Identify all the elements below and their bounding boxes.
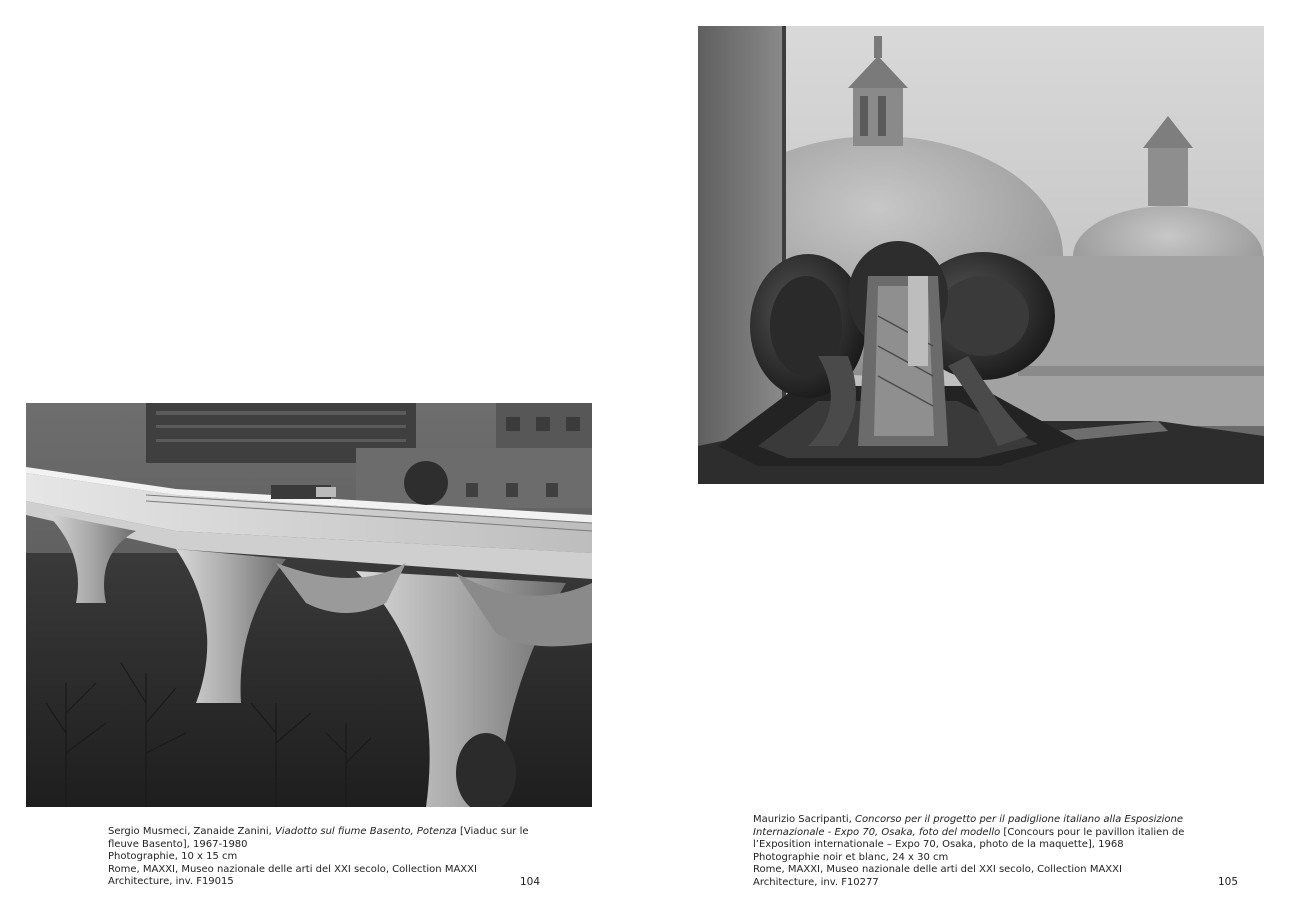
caption-collection: Rome, MAXXI, Museo nazionale delle arti del XXI secolo, Collection MAXXI [753,864,1122,876]
page-number: 104 [520,876,541,888]
caption-line: fleuve Basento], 1967-1980 [108,838,248,850]
caption-collection: Rome, MAXXI, Museo nazionale delle arti del XXI secolo, Collection MAXXI [108,863,477,875]
caption-line [108,826,529,839]
left-photo-caption [108,826,529,889]
viaduct-photo-image [26,403,592,807]
caption-title-translation: [Concours pour le pavillon italien de [1000,826,1185,838]
caption-line [753,814,1184,827]
caption-inventory: Architecture, inv. F19015 [108,876,234,888]
caption-authors: Sergio Musmeci, Zanaide Zanini, [108,826,276,837]
right-page [645,0,1290,913]
caption-title: Viadotto sul fiume Basento, Potenza [275,826,457,837]
caption-medium: Photographie, 10 x 15 cm [108,851,238,863]
caption-line: l’Exposition internationale – Expo 70, Osaka, photo de la maquette], 1968 [753,839,1124,851]
caption-inventory: Architecture, inv. F10277 [753,876,879,888]
caption-title-translation: [Viaduc sur le [456,826,529,837]
right-photo-caption [753,814,1185,890]
caption-line [753,826,1185,840]
pavilion-model-photograph [698,26,1264,484]
caption-title-continued: Internazionale - Expo 70, Osaka, foto del modello [753,826,1001,838]
model-photo-image [698,26,1264,484]
caption-medium: Photographie noir et blanc, 24 x 30 cm [753,851,949,863]
caption-authors: Maurizio Sacripanti, [753,814,856,825]
caption-title: Concorso per il progetto per il padiglione italiano alla Esposizione [855,814,1184,825]
page-number: 105 [1218,876,1239,888]
viaduct-photograph [26,403,592,807]
